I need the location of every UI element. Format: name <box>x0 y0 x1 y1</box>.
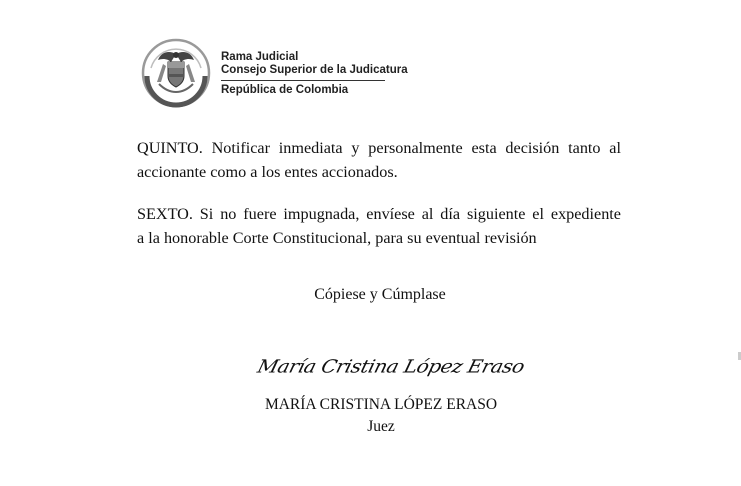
org-name: Rama Judicial <box>221 51 299 63</box>
colombia-coat-of-arms-seal <box>141 38 211 108</box>
country-name: República de Colombia <box>221 84 349 97</box>
signer-name: MARÍA CRISTINA LÓPEZ ERASO <box>264 396 498 413</box>
org-council: Consejo Superior de la Judicatura <box>221 64 408 76</box>
paragraph-line: accionante como a los entes accionados. <box>137 163 398 181</box>
paragraph-sexto <box>137 202 621 250</box>
signer-role: Juez <box>367 418 395 435</box>
letterhead-divider <box>221 80 385 81</box>
letterhead-text <box>221 51 408 97</box>
paragraph-line: QUINTO. Notificar inmediata y personalmente esta decisión tanto al <box>137 139 621 157</box>
handwritten-signature <box>255 354 527 394</box>
signature-script: María Cristina López Eraso <box>255 355 527 377</box>
paragraph-quinto <box>137 136 621 184</box>
closing-formula: Cópiese y Cúmplase <box>314 286 446 303</box>
paragraph-line: SEXTO. Si no fuere impugnada, envíese al día siguiente el expediente <box>137 205 621 223</box>
letterhead <box>141 38 408 108</box>
paragraph-line: a la honorable Corte Constitucional, para su eventual revisión <box>137 229 537 247</box>
